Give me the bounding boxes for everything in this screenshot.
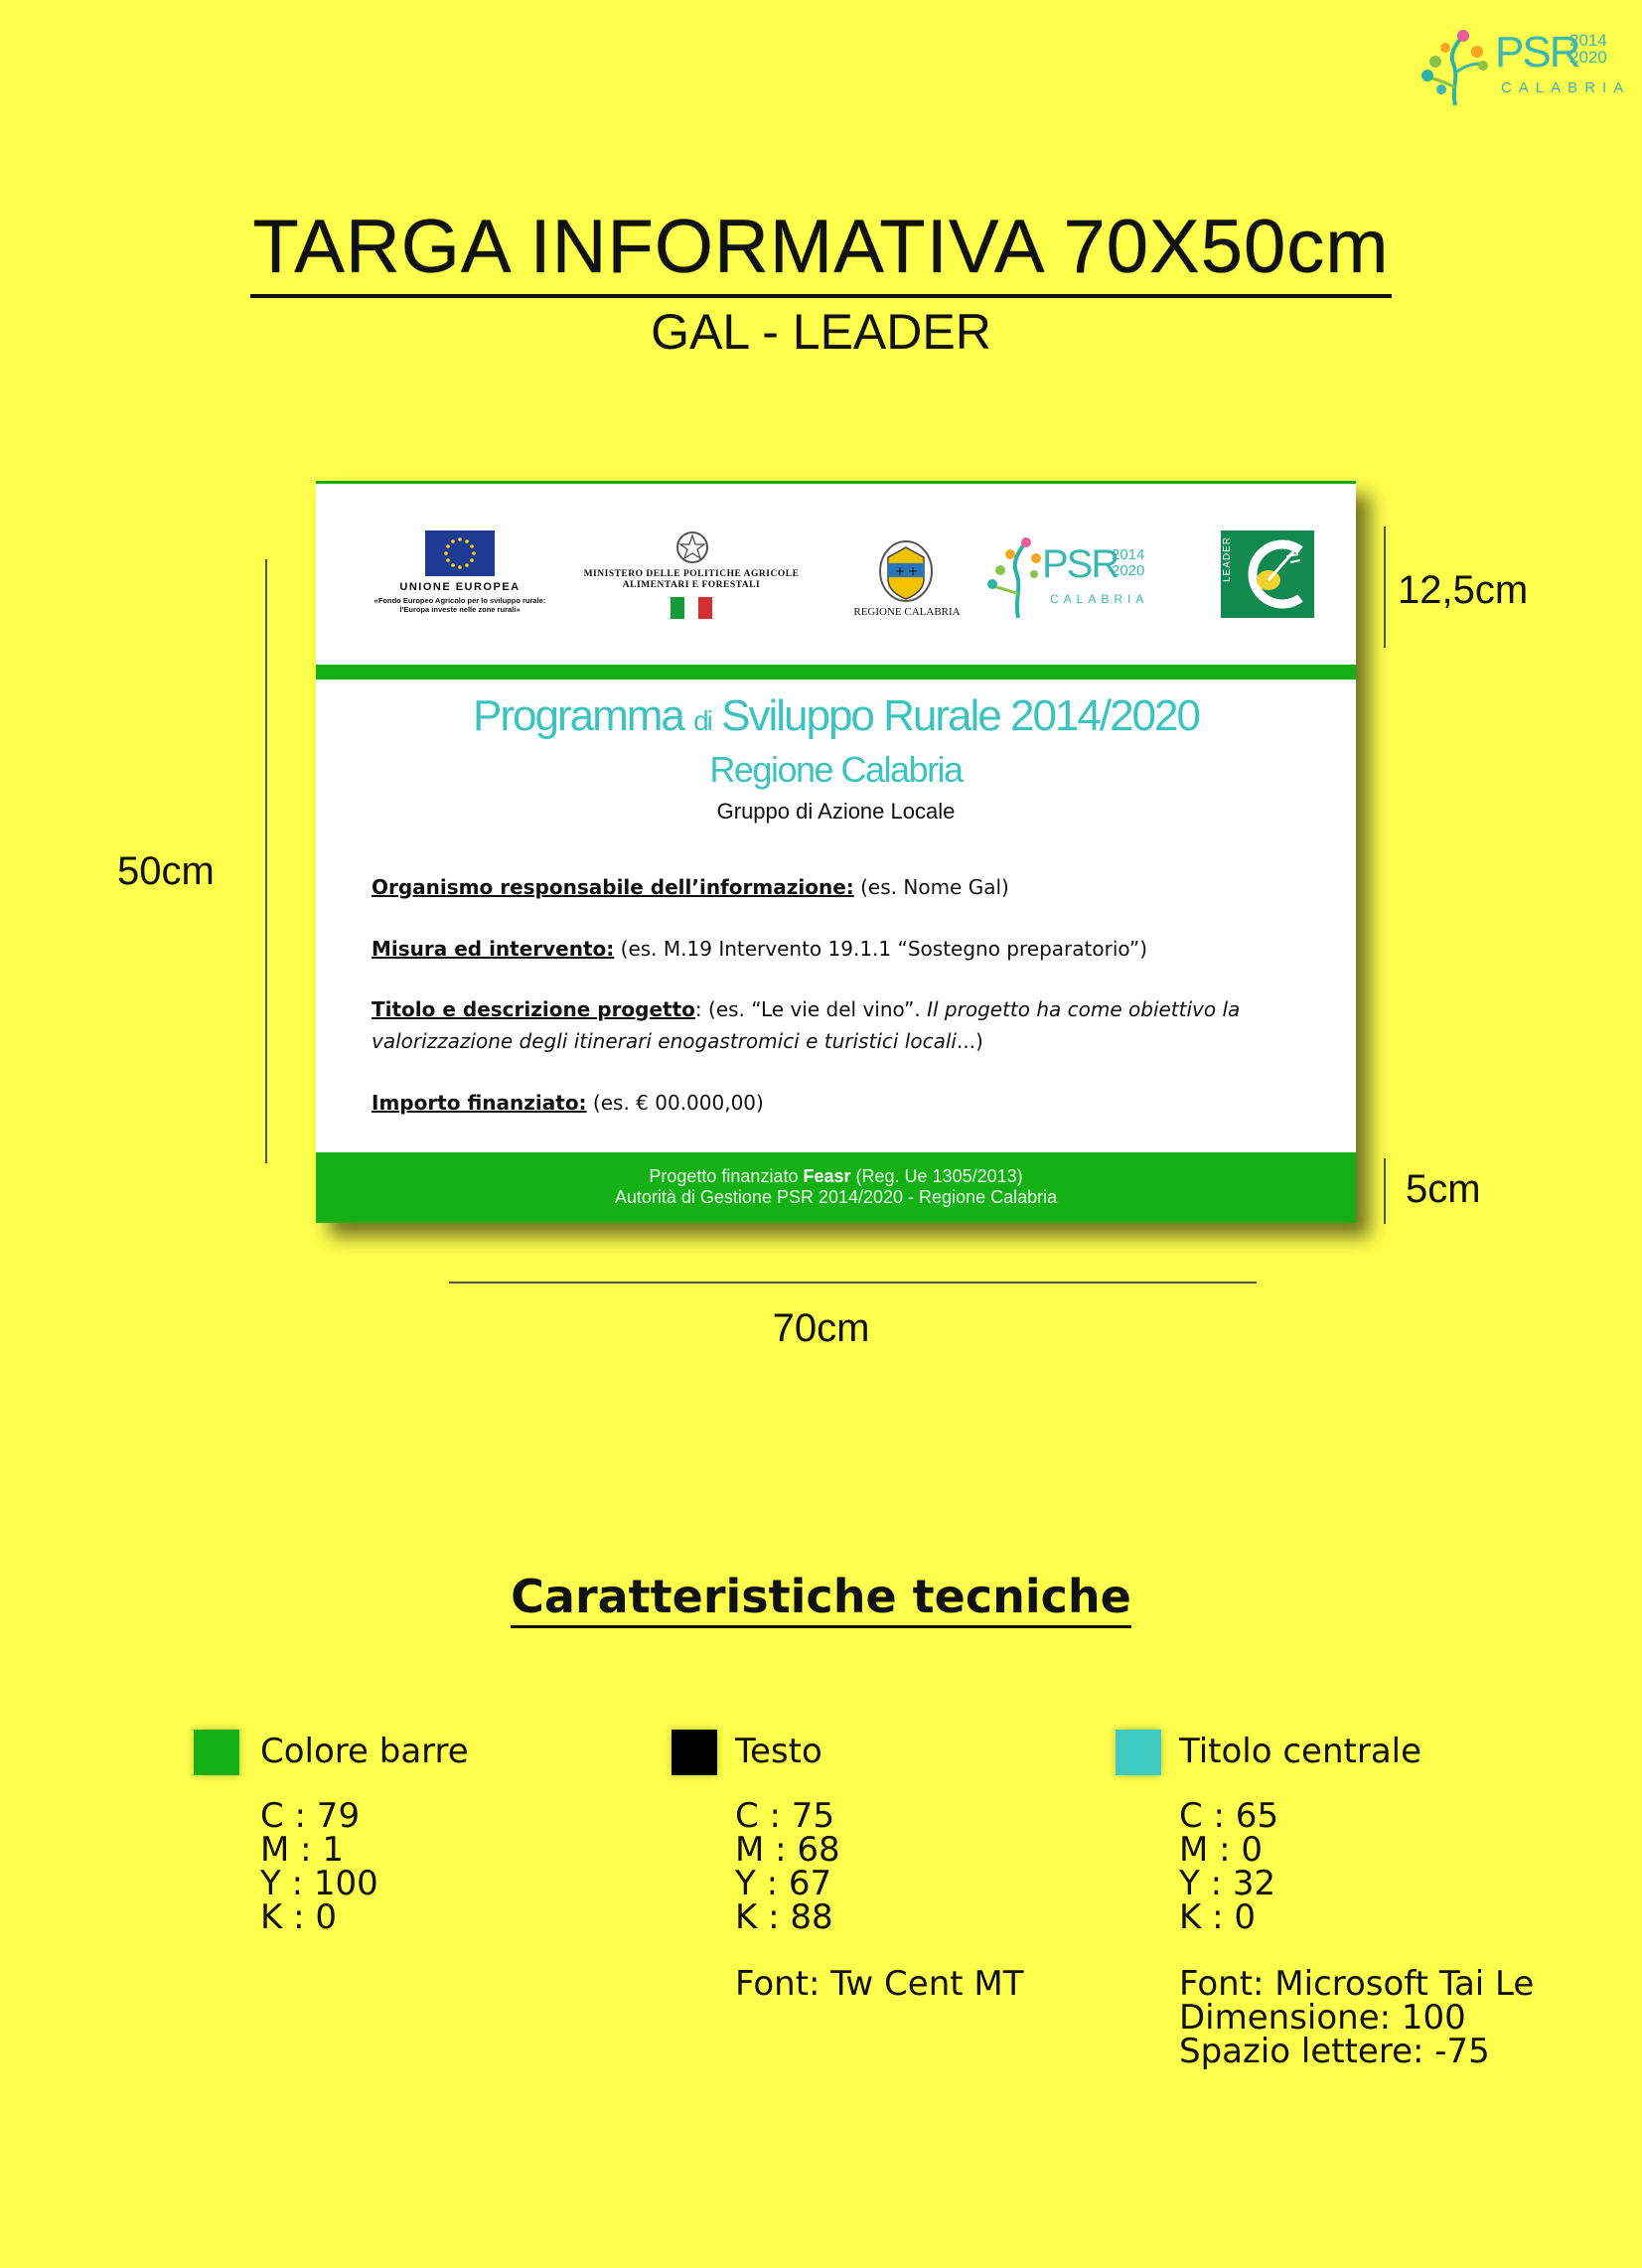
footer-line-1	[316, 1152, 1356, 1187]
field-titolo-label: Titolo e descrizione progetto	[372, 997, 695, 1021]
dimension-height-label: 50cm	[117, 849, 215, 893]
corner-region: CALABRIA	[1501, 79, 1631, 96]
footer-feasr: Feasr	[803, 1166, 851, 1186]
page-title-wrap	[0, 204, 1642, 298]
field-titolo-end: ...)	[956, 1029, 983, 1053]
tree-icon	[986, 530, 1046, 620]
spec-title-spacing: Spazio lettere: -75	[1179, 2032, 1490, 2071]
leader-c-icon	[1239, 536, 1310, 612]
swatch-text-color	[672, 1730, 717, 1775]
footer-line-1a: Progetto finanziato	[649, 1166, 804, 1186]
italy-emblem-icon	[675, 530, 709, 564]
spec-bars-cmyk	[260, 1796, 378, 1937]
eu-title: UNIONE EUROPEA	[399, 581, 521, 593]
footer-line-2: Autorità di Gestione PSR 2014/2020 - Regione Calabria	[614, 1187, 1058, 1207]
eu-motto-line-2: l'Europa investe nelle zone rurali»	[399, 605, 521, 614]
spec-title-label: Titolo centrale	[1179, 1732, 1422, 1771]
field-titolo-colon: :	[694, 997, 702, 1021]
psr-text: PSR	[1042, 542, 1119, 586]
svg-text:+: +	[908, 564, 919, 578]
spec-text-label: Testo	[735, 1732, 822, 1771]
spec-title-font: Font: Microsoft Tai Le	[1179, 1964, 1535, 2004]
field-titolo	[372, 993, 1305, 1057]
field-importo	[372, 1087, 1305, 1119]
field-organismo	[372, 871, 1305, 903]
eu-motto-line-1: «Fondo Europeo Agricolo per lo sviluppo rurale:	[373, 596, 546, 605]
dimension-line-header	[1384, 527, 1386, 648]
field-misura-value: (es. M.19 Intervento 19.1.1 “Sostegno preparatorio”)	[614, 937, 1148, 961]
plaque-region: Regione Calabria	[709, 749, 963, 790]
psr-region: CALABRIA	[1050, 592, 1149, 606]
program-title-part-2: Sviluppo Rurale 2014/2020	[721, 691, 1199, 740]
spec-text-c: C : 75	[735, 1796, 835, 1836]
specs-title: Caratteristiche tecniche	[511, 1570, 1131, 1628]
plaque-top-line	[316, 481, 1356, 484]
field-titolo-description: Il progetto ha come obiettivo la valorizzazione degli itinerari enogastromici e turistici locali	[372, 997, 1241, 1053]
leader-logo	[1221, 530, 1314, 618]
plaque-program-title	[316, 691, 1356, 741]
footer-line-1c: (Reg. Ue 1305/2013)	[850, 1166, 1023, 1186]
corner-year-end: 2020	[1569, 48, 1607, 67]
psr-year-start: 2014	[1112, 546, 1145, 563]
dimension-header-label: 12,5cm	[1398, 568, 1529, 612]
corner-years	[1569, 32, 1607, 66]
swatch-bars-color	[194, 1730, 239, 1775]
corner-psr-text: PSR	[1495, 28, 1579, 76]
spec-bars-c: C : 79	[260, 1796, 361, 1836]
psr-year-end: 2020	[1112, 562, 1145, 579]
plaque-header-bar	[316, 665, 1356, 680]
leader-label: LEADER	[1222, 536, 1233, 583]
region-calabria-label: REGIONE CALABRIA	[853, 606, 961, 618]
dimension-line-height	[265, 559, 267, 1163]
dimension-footer-label: 5cm	[1406, 1167, 1481, 1211]
spec-bars-y: Y : 100	[260, 1864, 378, 1903]
page-title: TARGA INFORMATIVA 70X50cm	[250, 204, 1391, 298]
field-importo-label: Importo finanziato:	[372, 1091, 587, 1115]
eu-flag-icon	[425, 530, 495, 576]
spec-text-m: M : 68	[735, 1830, 840, 1870]
psr-years	[1112, 547, 1144, 579]
field-organismo-label: Organismo responsabile dell’informazione:	[372, 875, 854, 899]
plaque-group: Gruppo di Azione Locale	[716, 799, 956, 824]
spec-title-cmyk	[1179, 1796, 1279, 1937]
spec-text-cmyk	[735, 1796, 840, 1937]
spec-title-font-info	[1179, 1964, 1535, 2071]
field-titolo-value: (es. “Le vie del vino”.	[701, 997, 921, 1021]
program-title-part-1: Programma	[473, 691, 683, 740]
spec-title-y: Y : 32	[1179, 1864, 1276, 1903]
spec-title-c: C : 65	[1179, 1796, 1279, 1836]
calabria-emblem-icon	[878, 537, 934, 605]
spec-bars-label: Colore barre	[260, 1732, 469, 1771]
spec-title-k: K : 0	[1179, 1897, 1256, 1937]
spec-bars-k: K : 0	[260, 1897, 337, 1937]
eu-motto	[346, 596, 574, 614]
spec-text-k: K : 88	[735, 1897, 833, 1937]
spec-text-y: Y : 67	[735, 1864, 832, 1903]
tree-icon	[1416, 28, 1495, 107]
field-misura-label: Misura ed intervento:	[372, 937, 615, 961]
ministry-label	[567, 569, 816, 591]
spec-text-font: Font: Tw Cent MT	[735, 1964, 1024, 2004]
field-misura	[372, 933, 1305, 965]
spec-title-size: Dimensione: 100	[1179, 1998, 1466, 2038]
dimension-width-label: 70cm	[772, 1306, 870, 1350]
psr-corner-logo	[1416, 28, 1631, 107]
spec-bars-m: M : 1	[260, 1830, 345, 1870]
specs-title-wrap	[0, 1570, 1642, 1623]
info-plaque	[316, 481, 1356, 1223]
psr-logo	[986, 530, 1185, 620]
program-title-di: di	[693, 705, 711, 736]
ministry-line-2: ALIMENTARI E FORESTALI	[622, 580, 761, 590]
field-importo-value: (es. € 00.000,00)	[586, 1091, 764, 1115]
page-subtitle: GAL - LEADER	[651, 304, 991, 360]
italy-flag-icon	[671, 597, 712, 619]
spec-title-m: M : 0	[1179, 1830, 1264, 1870]
ministry-line-1: MINISTERO DELLE POLITICHE AGRICOLE	[583, 569, 800, 579]
field-organismo-value: (es. Nome Gal)	[853, 875, 1009, 899]
corner-year-start: 2014	[1569, 31, 1607, 50]
plaque-footer-bar	[316, 1152, 1356, 1223]
dimension-line-width	[449, 1282, 1257, 1284]
dimension-line-footer	[1384, 1158, 1386, 1224]
svg-text:+: +	[895, 564, 906, 578]
swatch-title-color	[1116, 1730, 1161, 1775]
